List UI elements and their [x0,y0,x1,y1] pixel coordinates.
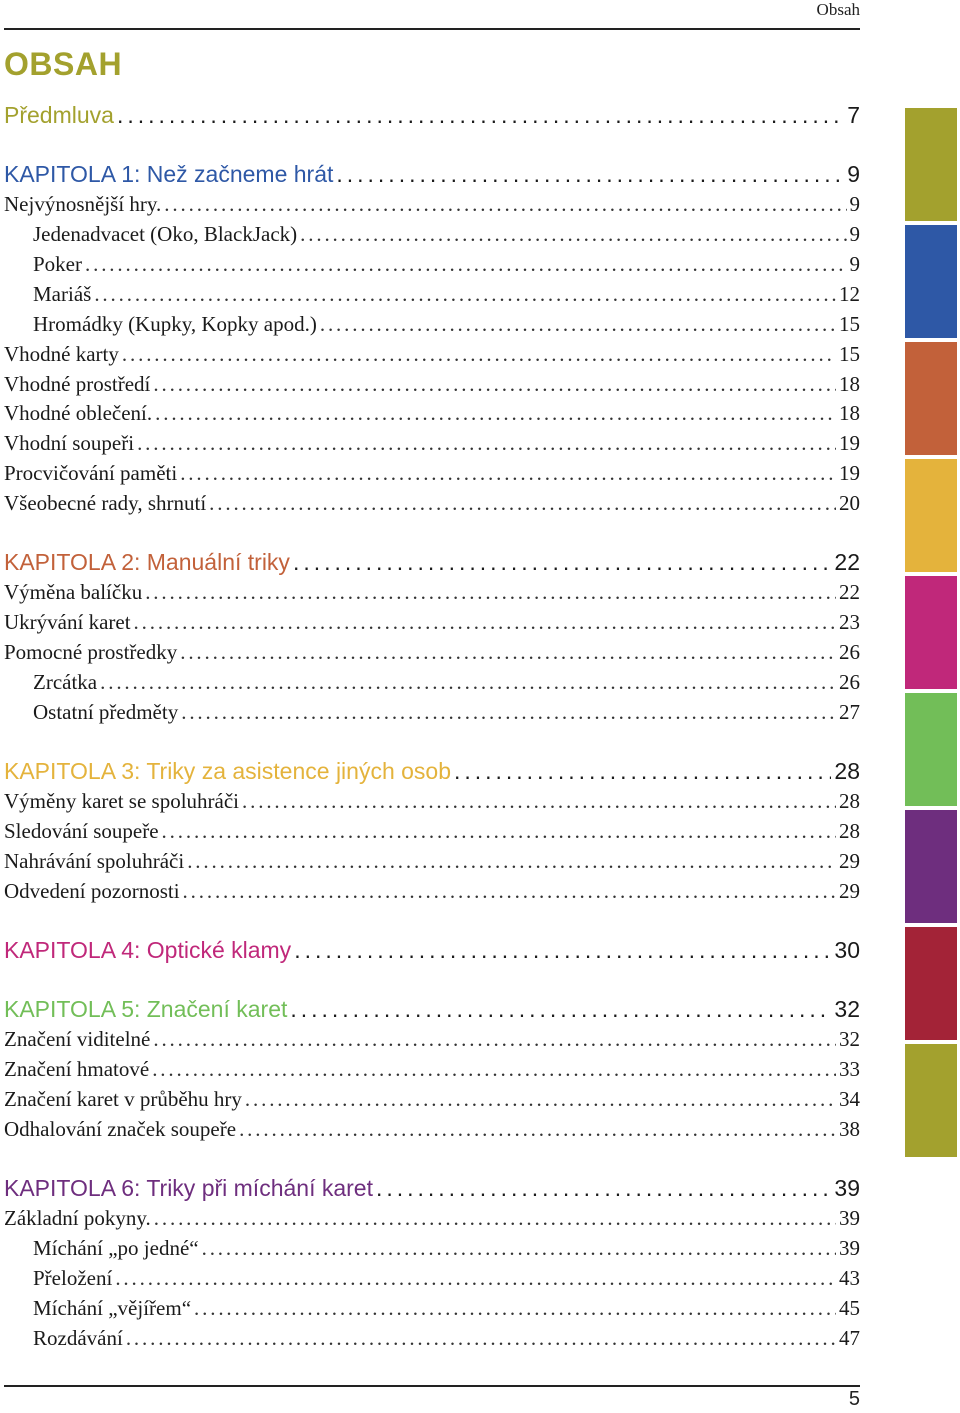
toc-entry[interactable] [4,637,860,667]
toc-dot-leader [290,994,831,1024]
toc-entry[interactable] [4,697,860,727]
toc-dot-leader [137,428,836,458]
toc-entry[interactable] [4,279,860,309]
chapter-tab[interactable] [905,1044,957,1157]
toc-page-number: 45 [839,1296,860,1320]
toc-entry[interactable] [4,369,860,399]
toc-page-number: 30 [834,937,860,963]
chapter-tab[interactable] [905,810,957,923]
toc-dot-leader [183,876,836,906]
toc-page-number: 9 [849,192,860,216]
toc-page-number: 28 [834,758,860,784]
toc-entry-title: Výměny karet se spoluhráči [4,789,240,813]
chapter-tab[interactable] [905,225,957,338]
toc-entry-title: Značení viditelné [4,1027,151,1051]
toc-dot-leader [239,1114,836,1144]
toc-page-number: 26 [839,670,860,694]
toc-entry-title: Ukrývání karet [4,610,131,634]
toc-page-number: 32 [839,1027,860,1051]
toc-dot-leader [454,756,831,786]
toc-dot-leader [100,667,836,697]
chapter-tab[interactable] [905,108,957,221]
toc-dot-leader [152,1054,836,1084]
toc-page-number: 39 [839,1206,860,1230]
toc-dot-leader [209,488,836,518]
toc-dot-leader [134,607,836,637]
toc-dot-leader [145,577,836,607]
toc-entry-title: KAPITOLA 1: Než začneme hrát [4,161,334,187]
toc-page-number: 38 [839,1117,860,1141]
toc-entry-title: Sledování soupeře [4,819,159,843]
toc-page-number: 9 [849,252,860,276]
toc-entry-title: Mariáš [33,282,92,306]
toc-entry-title: Vhodní soupeři [4,431,135,455]
toc-entry-title: Vhodné oblečení. [4,401,153,425]
toc-page-number: 7 [847,102,860,128]
toc-entry-title: Ostatní předměty [33,700,179,724]
toc-page-number: 43 [839,1266,860,1290]
toc-entry-title: Všeobecné rady, shrnutí [4,491,207,515]
page-number: 5 [848,1388,860,1410]
toc-dot-leader [115,1263,836,1293]
toc-entry[interactable] [4,786,860,816]
toc-entry-title: Vhodné karty [4,342,119,366]
toc-entry-title: Nahrávání spoluhráči [4,849,185,873]
toc-entry[interactable] [4,189,860,219]
toc-page-number: 22 [839,580,860,604]
toc-dot-leader [154,1203,836,1233]
toc-entry-title: Pomocné prostředky [4,640,178,664]
toc-dot-leader [181,697,836,727]
toc-chapter-entry[interactable] [4,100,860,130]
toc-entry[interactable] [4,1054,860,1084]
running-header: Obsah [816,0,860,19]
toc-dot-leader [187,846,836,876]
chapter-tab[interactable] [905,459,957,572]
toc-entry[interactable] [4,398,860,428]
toc-chapter-entry[interactable] [4,547,860,577]
toc-dot-leader [300,219,846,249]
toc-entry-title: Značení hmatové [4,1057,150,1081]
toc-entry[interactable] [4,1323,860,1353]
toc-dot-leader [376,1173,831,1203]
toc-dot-leader [126,1323,836,1353]
toc-entry[interactable] [4,249,860,279]
toc-entry-title: Hromádky (Kupky, Kopky apod.) [33,312,317,336]
toc-entry-title: KAPITOLA 6: Triky při míchání karet [4,1175,373,1201]
toc-dot-leader [155,398,836,428]
toc-dot-leader [122,339,836,369]
toc-entry-title: Výměna balíčku [4,580,143,604]
toc-entry[interactable] [4,1233,860,1263]
toc-entry[interactable] [4,1263,860,1293]
toc-entry[interactable] [4,846,860,876]
toc-page-number: 15 [839,342,860,366]
toc-page-number: 28 [839,819,860,843]
toc-entry-title: Míchání „vějířem“ [33,1296,192,1320]
toc-entry[interactable] [4,1114,860,1144]
toc-dot-leader [294,935,831,965]
toc-entry[interactable] [4,428,860,458]
footer-rule [4,1385,860,1387]
toc-dot-leader [153,1024,836,1054]
toc-entry-title: Značení karet v průběhu hry [4,1087,242,1111]
toc-chapter-entry[interactable] [4,994,860,1024]
toc-entry[interactable] [4,219,860,249]
toc-entry-title: Zrcátka [33,670,98,694]
toc-chapter-entry[interactable] [4,756,860,786]
toc-dot-leader [320,309,836,339]
toc-entry-title: KAPITOLA 4: Optické klamy [4,937,292,963]
toc-entry[interactable] [4,1203,860,1233]
chapter-tab[interactable] [905,693,957,806]
toc-dot-leader [202,1233,836,1263]
toc-entry[interactable] [4,309,860,339]
toc-entry[interactable] [4,339,860,369]
toc-entry-title: Předmluva [4,102,114,128]
toc-entry-title: KAPITOLA 3: Triky za asistence jiných osob [4,758,452,784]
toc-dot-leader [85,249,847,279]
toc-entry-title: Rozdávání [33,1326,123,1350]
toc-dot-leader [180,458,836,488]
toc-entry[interactable] [4,876,860,906]
toc-page-number: 39 [839,1236,860,1260]
toc-dot-leader [117,100,844,130]
toc-page-number: 18 [839,372,860,396]
toc-entry[interactable] [4,607,860,637]
toc-dot-leader [293,547,831,577]
chapter-tab[interactable] [905,576,957,689]
toc-page-number: 23 [839,610,860,634]
page-title: OBSAH [4,46,123,82]
toc-dot-leader [336,159,844,189]
chapter-tab[interactable] [905,342,957,455]
toc-page-number: 18 [839,401,860,425]
toc-entry-title: Vhodné prostředí [4,372,151,396]
toc-entry[interactable] [4,1024,860,1054]
toc-entry-title: Odvedení pozornosti [4,879,180,903]
toc-page-number: 27 [839,700,860,724]
toc-entry[interactable] [4,1084,860,1114]
toc-dot-leader [94,279,836,309]
toc-page-number: 9 [847,161,860,187]
toc-entry[interactable] [4,458,860,488]
toc-entry-title: Základní pokyny. [4,1206,151,1230]
toc-entry-title: Odhalování značek soupeře [4,1117,237,1141]
header-rule [4,28,860,30]
toc-page-number: 29 [839,849,860,873]
toc-page-number: 29 [839,879,860,903]
toc-entry[interactable] [4,1293,860,1323]
toc-page-number: 47 [839,1326,860,1350]
toc-entry[interactable] [4,816,860,846]
toc-entry[interactable] [4,577,860,607]
toc-dot-leader [194,1293,836,1323]
toc-page-number: 22 [834,549,860,575]
toc-entry-title: KAPITOLA 2: Manuální triky [4,549,290,575]
toc-chapter-entry[interactable] [4,1173,860,1203]
toc-entry-title: Jedenadvacet (Oko, BlackJack) [33,222,298,246]
toc-page-number: 28 [839,789,860,813]
toc-chapter-entry[interactable] [4,159,860,189]
toc-entry[interactable] [4,667,860,697]
toc-dot-leader [153,369,836,399]
toc-page-number: 19 [839,461,860,485]
toc-page-number: 15 [839,312,860,336]
toc-page-number: 19 [839,431,860,455]
toc-entry-title: Míchání „po jedné“ [33,1236,199,1260]
toc-entry-title: KAPITOLA 5: Značení karet [4,996,288,1022]
toc-page-number: 20 [839,491,860,515]
toc-page-number: 32 [834,996,860,1022]
toc-page-number: 33 [839,1057,860,1081]
toc-entry-title: Přeložení [33,1266,113,1290]
toc-dot-leader [242,786,836,816]
toc-dot-leader [164,189,846,219]
toc-chapter-entry[interactable] [4,935,860,965]
toc-dot-leader [245,1084,836,1114]
toc-page-number: 26 [839,640,860,664]
toc-dot-leader [162,816,836,846]
toc-entry-title: Procvičování paměti [4,461,178,485]
toc-entry[interactable] [4,488,860,518]
chapter-tab[interactable] [905,927,957,1040]
toc-entry-title: Nejvýnosnější hry. [4,192,162,216]
toc-dot-leader [180,637,836,667]
toc-page-number: 39 [834,1175,860,1201]
toc-entry-title: Poker [33,252,82,276]
toc-page-number: 9 [849,222,860,246]
toc-page-number: 34 [839,1087,860,1111]
toc-page-number: 12 [839,282,860,306]
